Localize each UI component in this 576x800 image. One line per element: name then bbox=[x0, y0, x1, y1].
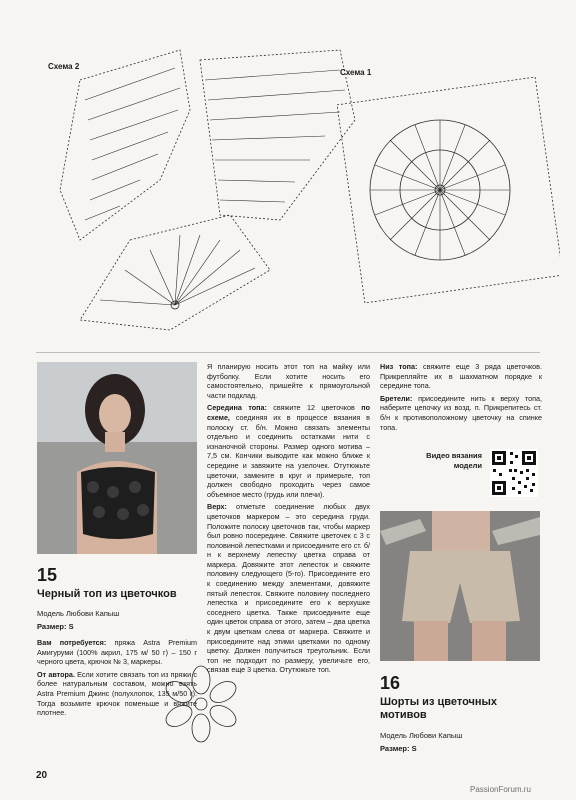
item-16-number: 16 bbox=[380, 673, 401, 693]
photo-shorts bbox=[380, 511, 540, 661]
middle-label: Середина топа: bbox=[207, 403, 267, 413]
page-number: 20 bbox=[36, 770, 48, 781]
section-divider bbox=[36, 352, 540, 353]
item-16-size: Размер: S bbox=[380, 744, 417, 753]
column-3-text bbox=[380, 362, 542, 435]
middle-text-b: соединяя их в процессе вязания в полоску ст. б/н. Можно связать элементы отдельно и соединить остатками нити с изнаночной стороны. Размер одного мотива – 7,5 см. Кончики выводите как можно ближе к середине и завяжите на узелочек. Отутюжьте цветочки, замкните в круг и примерьте, топ должен свободно проходить через самое объемное место (грудь или плечи). bbox=[207, 412, 370, 499]
item-15-size: Размер: S bbox=[37, 622, 74, 631]
crochet-diagrams bbox=[40, 40, 560, 340]
video-label-line-1: Видео вязания bbox=[426, 451, 482, 460]
item-16-model: Модель Любови Капыш bbox=[380, 731, 463, 740]
middle-paragraph bbox=[207, 403, 370, 499]
intro-paragraph: Я планирую носить этот топ на майку или футболку. Если хотите носить его самостоятельно, пришейте к прямоугольной части подклад. bbox=[207, 362, 370, 400]
schema-1-label: Схема 1 bbox=[340, 68, 372, 77]
author-label: От автора. bbox=[37, 669, 75, 679]
straps-text: присоедините нить к верху топа, наберите цепочку из возд. п. Прикрепитесь ст. б/н к противоположному цветочку на спинке топа. bbox=[380, 393, 543, 432]
bottom-text: свяжите еще 3 ряда цветочков. Прикрепляйте их в шахматном порядке к середине топа. bbox=[380, 362, 542, 391]
item-15-title: Черный топ из цветочков bbox=[37, 588, 177, 600]
schema-2-label: Схема 2 bbox=[48, 62, 80, 71]
top-label: Верх: bbox=[207, 502, 227, 512]
crochet-schema-svg bbox=[40, 40, 560, 340]
photo-shorts-graphic bbox=[380, 511, 540, 661]
video-label bbox=[400, 451, 482, 471]
item-16-title-line-2: мотивов bbox=[380, 709, 427, 721]
schema-2-graphic bbox=[60, 50, 270, 330]
qr-code-graphic bbox=[490, 449, 538, 497]
item-15-number: 15 bbox=[37, 565, 58, 585]
schema-1-graphic bbox=[200, 50, 560, 303]
top-text: отметьте соединение любых двух цветочков маркером – это середина груди. Положите полоску цветочков так, чтобы маркер был ровно посередине. Свяжите цветочек с 3 с половиной лепестками и присоедините его ст. б/н к верхнему лепестку цветка справа от маркера. Довяжите этот лепесток и свяжите половину следующего (5-го). Присоедините его к соединению между элементами, довяжите пятый лепесток. Свяжите половину последнего лепестка и присоедините его к верхушке соседнего цветка. Также присоедините еще один цветок справа от этого, затем – два цветка к двум цветкам слева от маркера. Свяжите и присоедините над этими цветками по одному цветку. Должен получиться треугольник. Если топ не подходит по размеру, увеличьте его, связав еще 3 цветка. Отутюжьте топ. bbox=[207, 502, 370, 675]
item-15-model: Модель Любови Капыш bbox=[37, 609, 120, 618]
top-paragraph bbox=[207, 502, 370, 675]
middle-text-a: свяжите 12 цветочков bbox=[273, 403, 355, 413]
materials-label: Вам потребуется: bbox=[37, 638, 107, 647]
bottom-paragraph bbox=[380, 362, 542, 391]
author-text: Если хотите связать топ из пряжи с более натуральным составом, можно взять Astra Premium Джинс (полухлопок, 135 м/50 г). Тогда возьмите крючок поменьше и вяжите плотнее. bbox=[37, 669, 197, 718]
materials-text: пряжа Astra Premium Амигуруми (100% акрил, 175 м/ 50 г) – 150 г черного цвета, крючок № 3, маркеры. bbox=[37, 638, 197, 667]
item-16-title-line-1: Шорты из цветочных bbox=[380, 696, 498, 708]
bottom-label: Низ топа: bbox=[380, 362, 418, 371]
photo-black-top-graphic bbox=[37, 362, 197, 554]
straps-paragraph bbox=[380, 394, 542, 432]
middle-bold: по схеме, bbox=[207, 403, 370, 422]
watermark: PassionForum.ru bbox=[470, 785, 531, 794]
photo-black-top bbox=[37, 362, 197, 554]
video-label-line-2: модели bbox=[453, 461, 482, 470]
straps-label: Бретели: bbox=[380, 393, 413, 403]
item-16-title bbox=[380, 696, 540, 722]
column-2-text bbox=[207, 362, 370, 678]
qr-code[interactable] bbox=[490, 449, 538, 497]
